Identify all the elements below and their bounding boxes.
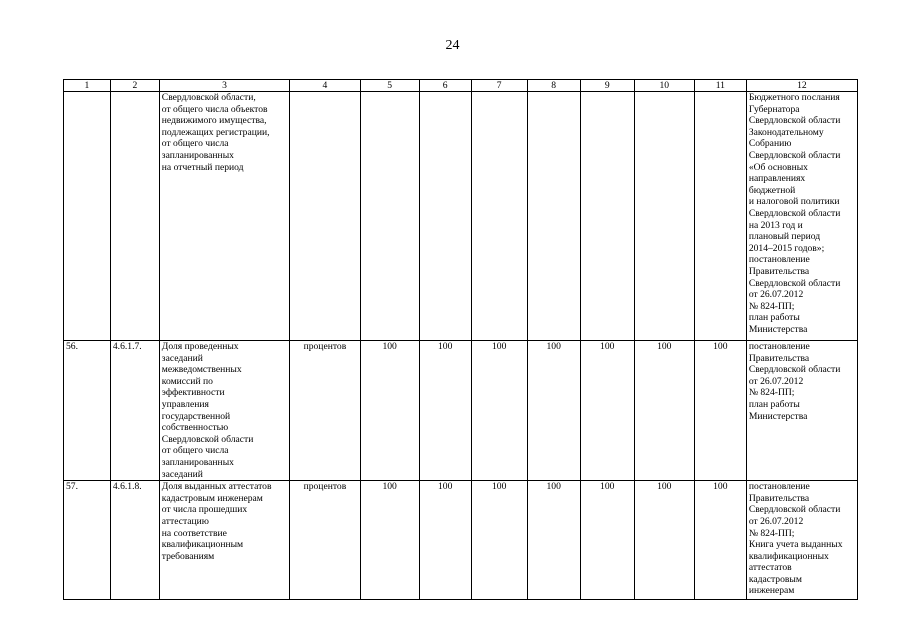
source-document: постановление Правительства Свердловской области от 26.07.2012 № 824-ПП; план работы Министерства	[746, 341, 857, 481]
value-col11: 100	[694, 481, 746, 600]
unit: процентов	[290, 341, 360, 481]
value-col5: 100	[360, 481, 419, 600]
value-col6: 100	[419, 341, 471, 481]
indicators-table	[63, 79, 858, 600]
value-col5: 100	[360, 341, 419, 481]
value-col9: 100	[580, 481, 634, 600]
header-cell: 5	[360, 80, 419, 92]
header-cell: 1	[64, 80, 111, 92]
header-cell: 11	[694, 80, 746, 92]
indicator-name: Доля выданных аттестатов кадастровым инженерам от числа прошедших аттестацию на соответствие квалификационным требованиям	[159, 481, 289, 600]
value-col7: 100	[471, 341, 527, 481]
row-code: 4.6.1.8.	[110, 481, 159, 600]
row-code	[110, 92, 159, 341]
table-row	[64, 481, 858, 600]
value-col6: 100	[419, 481, 471, 600]
page-number: 24	[445, 38, 460, 53]
value-col7: 100	[471, 481, 527, 600]
header-cell: 7	[471, 80, 527, 92]
indicator-name: Доля проведенных заседаний межведомственных комиссий по эффективности управления государственной собственностью Свердловской области от общего числа запланированных заседаний	[159, 341, 289, 481]
table-row	[64, 92, 858, 341]
row-number	[64, 92, 111, 341]
value-col10	[634, 92, 694, 341]
value-col8	[527, 92, 580, 341]
value-col5	[360, 92, 419, 341]
source-document: Бюджетного послания Губернатора Свердловской области Законодательному Собранию Свердловской области «Об основных направлениях бюджетной и налоговой политики Свердловской области на 2013 год и плановый период 2014–2015 годов»; постановление Правительства Свердловской области от 26.07.2012 № 824-ПП; план работы Министерства	[746, 92, 857, 341]
header-cell: 10	[634, 80, 694, 92]
row-number: 57.	[64, 481, 111, 600]
value-col10: 100	[634, 481, 694, 600]
value-col9: 100	[580, 341, 634, 481]
value-col8: 100	[527, 481, 580, 600]
header-cell: 6	[419, 80, 471, 92]
header-cell: 12	[746, 80, 857, 92]
header-cell: 2	[110, 80, 159, 92]
unit: процентов	[290, 481, 360, 600]
unit	[290, 92, 360, 341]
header-cell: 9	[580, 80, 634, 92]
row-code: 4.6.1.7.	[110, 341, 159, 481]
value-col8: 100	[527, 341, 580, 481]
value-col6	[419, 92, 471, 341]
header-row	[64, 80, 858, 92]
table-row	[64, 341, 858, 481]
header-cell: 3	[159, 80, 289, 92]
value-col7	[471, 92, 527, 341]
value-col9	[580, 92, 634, 341]
indicator-name: Свердловской области, от общего числа объектов недвижимого имущества, подлежащих регистрации, от общего числа запланированных на отчетный период	[159, 92, 289, 341]
source-document: постановление Правительства Свердловской области от 26.07.2012 № 824-ПП; Книга учета выданных квалификационных аттестатов кадастровым инженерам	[746, 481, 857, 600]
value-col10: 100	[634, 341, 694, 481]
header-cell: 4	[290, 80, 360, 92]
value-col11	[694, 92, 746, 341]
value-col11: 100	[694, 341, 746, 481]
row-number: 56.	[64, 341, 111, 481]
header-cell: 8	[527, 80, 580, 92]
